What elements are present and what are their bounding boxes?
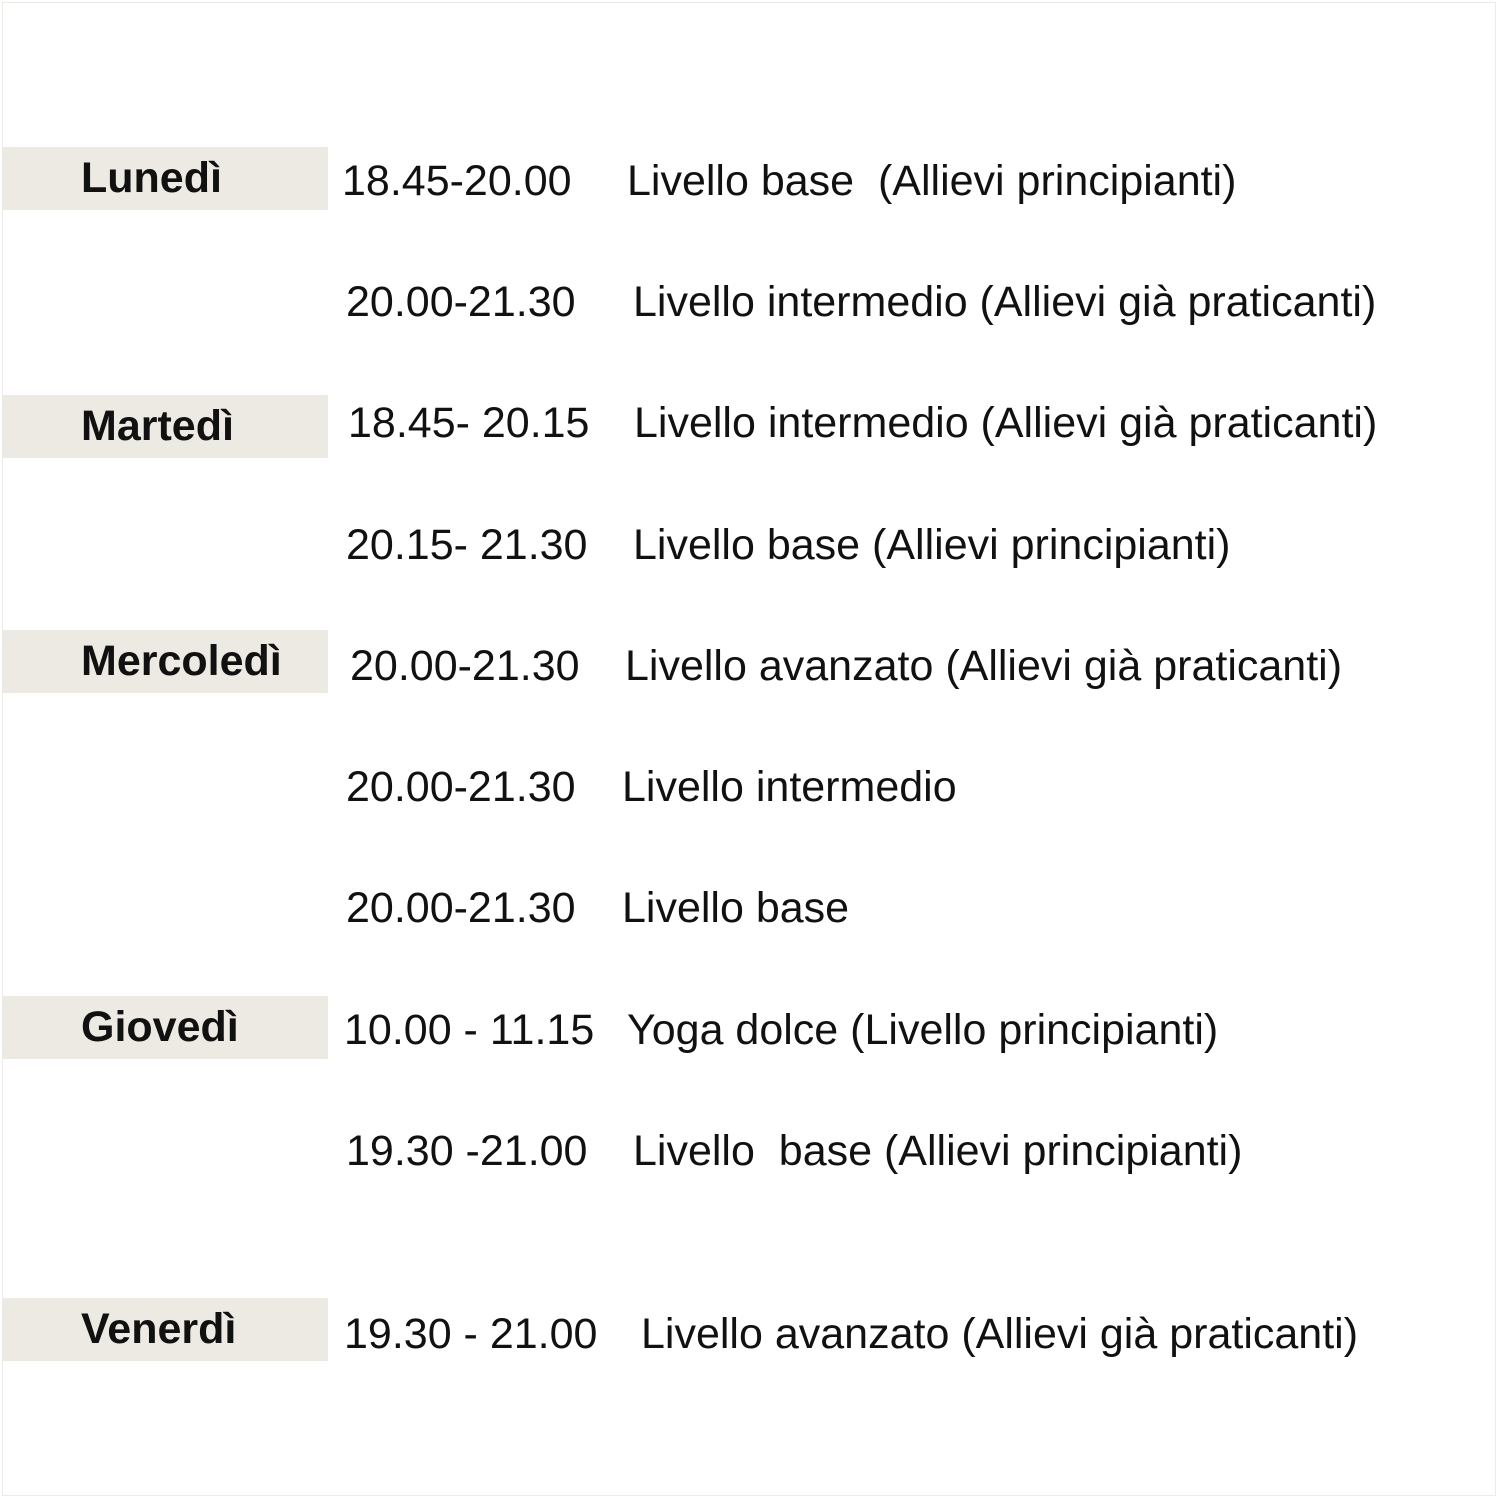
day-label-monday: Lunedì <box>81 154 222 202</box>
slot-time: 18.45-20.00 <box>342 157 572 205</box>
slot-description: Livello base (Allievi principianti) <box>627 157 1237 205</box>
slot-description: Livello intermedio (Allievi già praticanti) <box>633 278 1377 326</box>
slot-description: Livello intermedio (Allievi già praticanti) <box>634 399 1378 447</box>
slot-time: 19.30 - 21.00 <box>344 1310 598 1358</box>
slot-time: 20.00-21.30 <box>346 884 576 932</box>
slot-description: Livello base (Allievi principianti) <box>633 521 1231 569</box>
slot-description: Livello intermedio <box>622 763 957 811</box>
day-band-thursday <box>3 996 328 1059</box>
day-band-tuesday <box>3 395 328 458</box>
page-border <box>2 2 1496 1496</box>
day-label-tuesday: Martedì <box>81 402 234 450</box>
day-band-wednesday <box>3 630 328 693</box>
slot-time: 20.00-21.30 <box>346 278 576 326</box>
day-label-friday: Venerdì <box>81 1305 237 1353</box>
day-label-wednesday: Mercoledì <box>81 637 282 685</box>
slot-description: Livello base <box>622 884 850 932</box>
slot-time: 10.00 - 11.15 <box>344 1006 595 1054</box>
slot-description: Livello avanzato (Allievi già praticanti) <box>625 642 1343 690</box>
slot-time: 20.00-21.30 <box>346 763 576 811</box>
day-band-monday <box>3 147 328 210</box>
slot-time: 20.00-21.30 <box>350 642 580 690</box>
day-label-thursday: Giovedì <box>81 1003 239 1051</box>
slot-description: Livello avanzato (Allievi già praticanti) <box>641 1310 1359 1358</box>
slot-time: 18.45- 20.15 <box>348 399 590 447</box>
slot-description: Yoga dolce (Livello principianti) <box>627 1006 1219 1054</box>
slot-time: 20.15- 21.30 <box>346 521 588 569</box>
day-band-friday <box>3 1298 328 1361</box>
slot-time: 19.30 -21.00 <box>346 1127 588 1175</box>
slot-description: Livello base (Allievi principianti) <box>633 1127 1243 1175</box>
